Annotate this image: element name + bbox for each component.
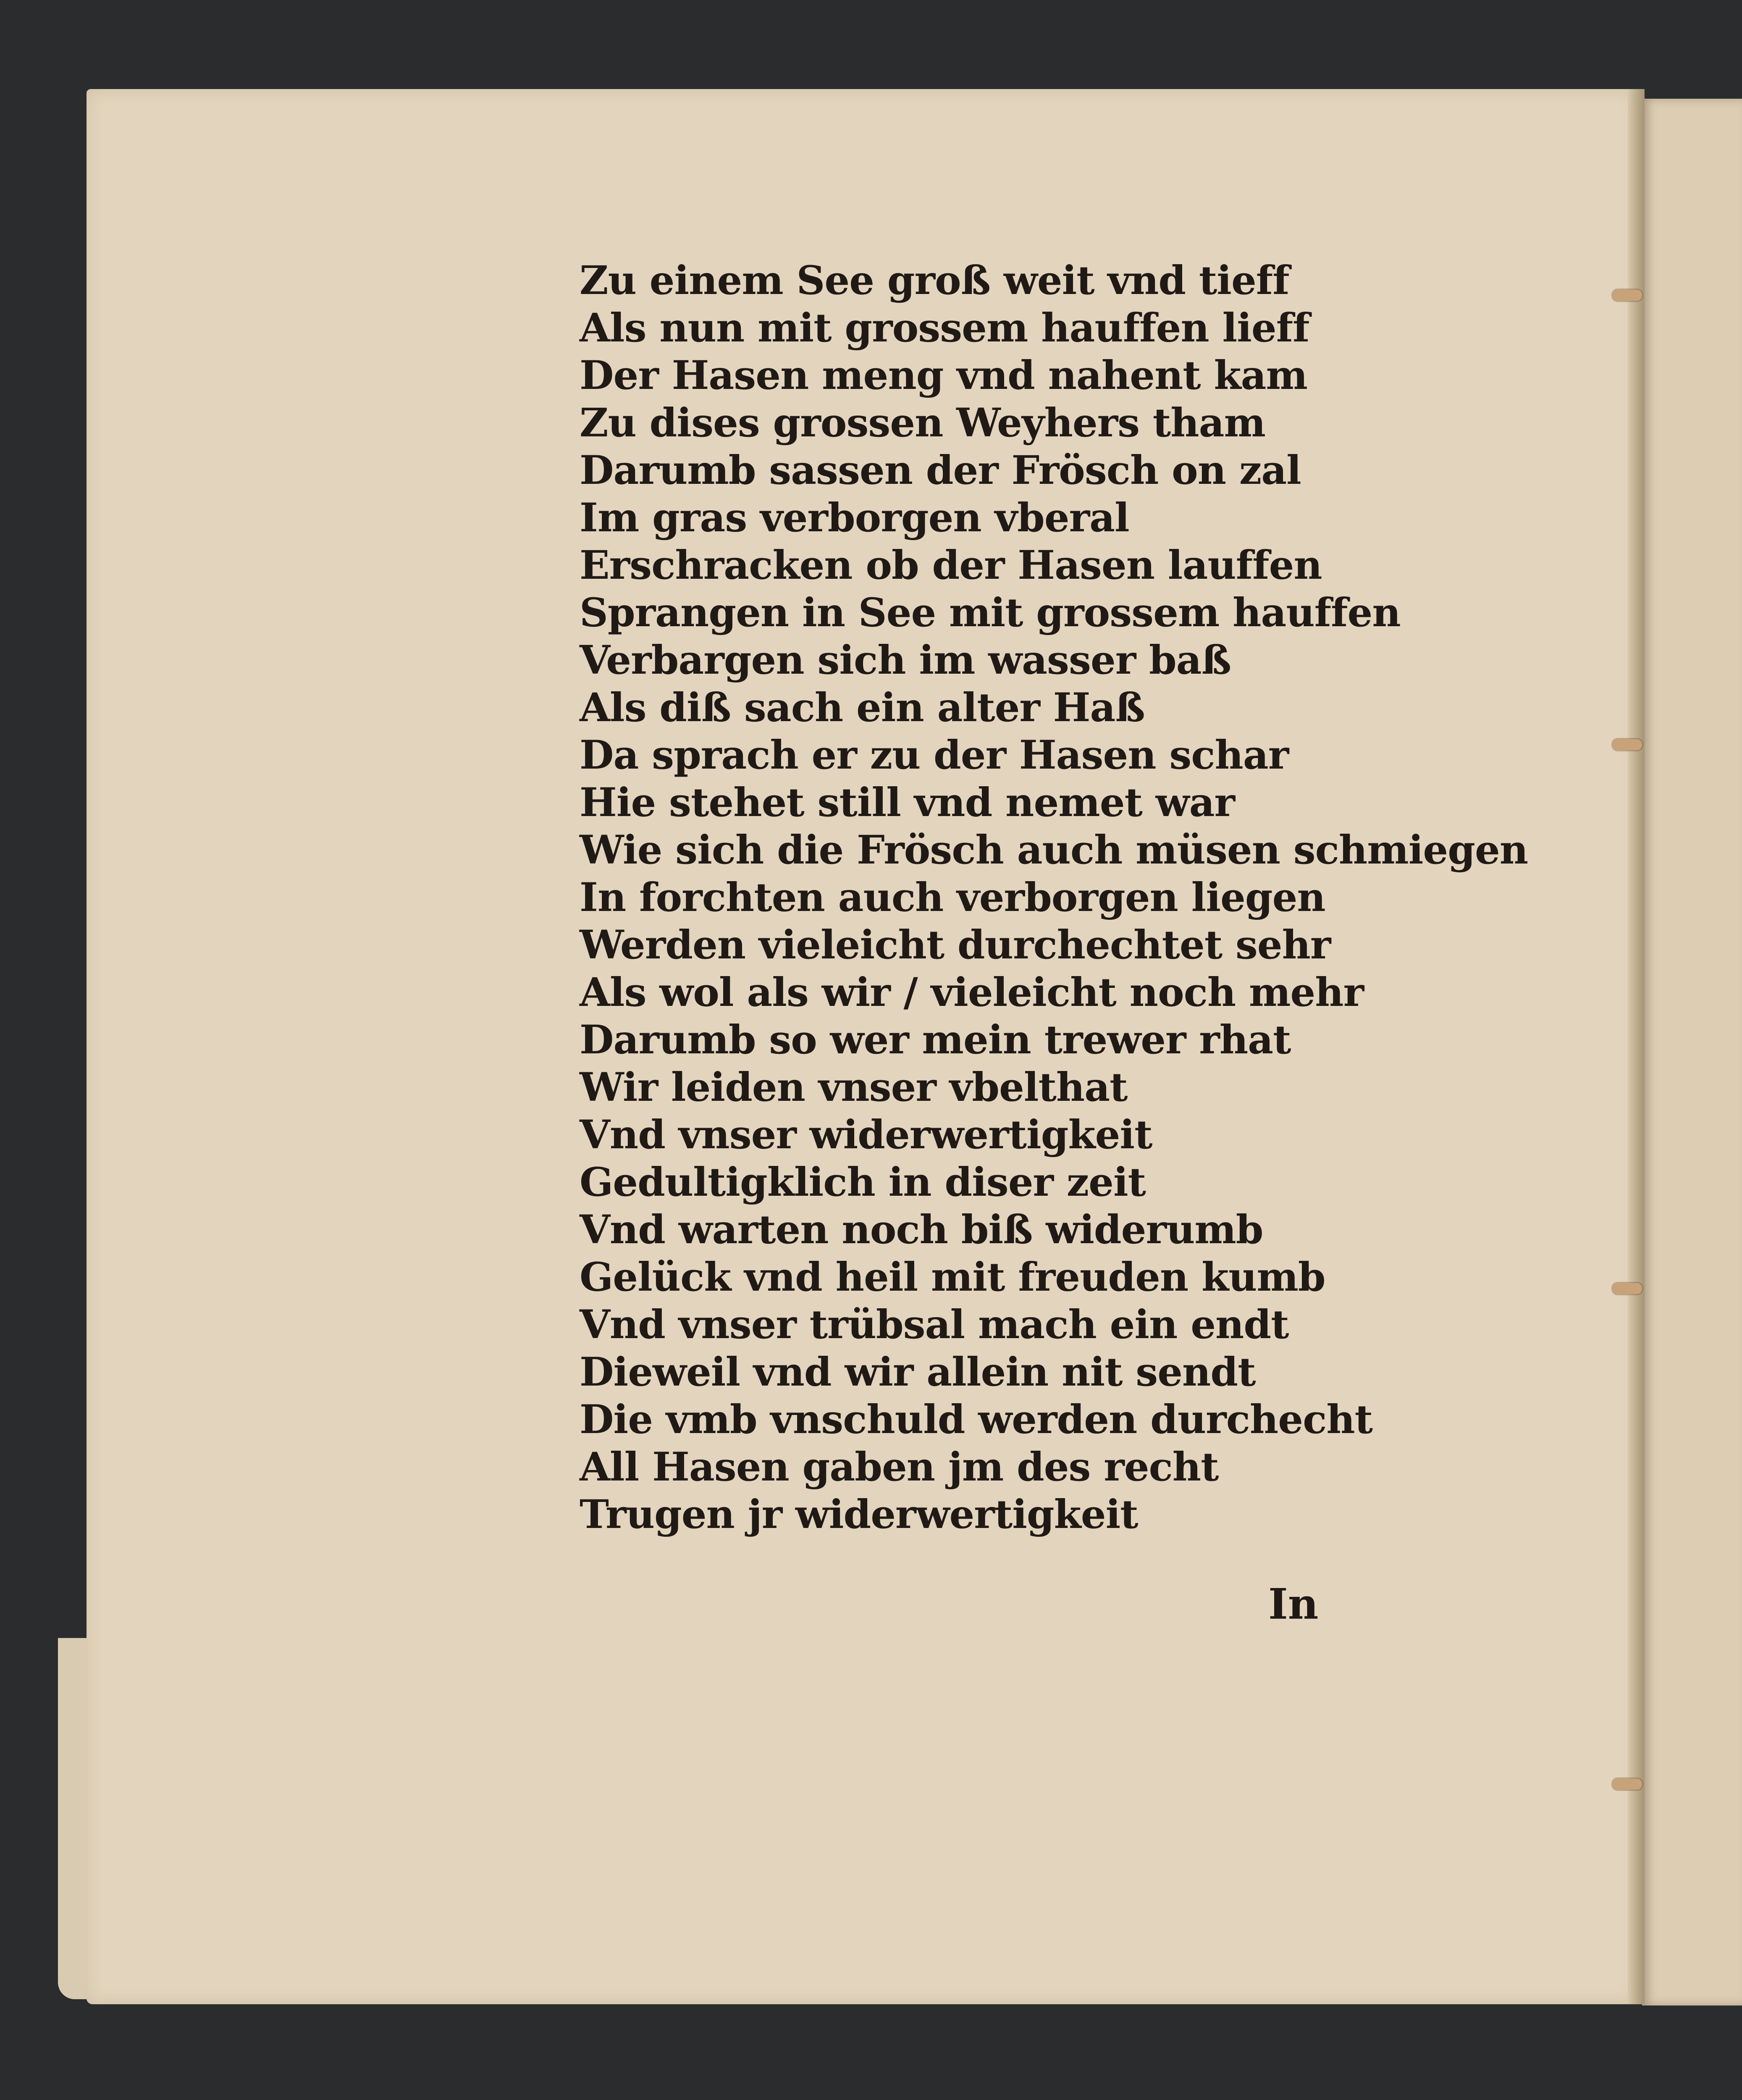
poem-line: Verbargen sich im wasser baß xyxy=(580,637,1231,683)
poem-line: Wie sich die Frösch auch müsen schmiegen xyxy=(580,827,1528,873)
poem-text-block xyxy=(580,257,1528,1538)
binding-stitch xyxy=(1613,1283,1642,1294)
binding-gutter xyxy=(1628,89,1645,2004)
binding-stitch xyxy=(1613,1779,1642,1790)
binding-stitch xyxy=(1613,739,1642,750)
poem-line: All Hasen gaben jm des recht xyxy=(580,1444,1219,1490)
poem-line: Gedultigklich in diser zeit xyxy=(580,1159,1146,1205)
poem-line: Als wol als wir / vieleicht noch mehr xyxy=(580,969,1364,1016)
poem-line: Erschracken ob der Hasen lauffen xyxy=(580,542,1322,588)
poem-line: Werden vieleicht durchechtet sehr xyxy=(580,922,1331,968)
poem-line: Vnd warten noch biß widerumb xyxy=(580,1207,1263,1253)
poem-line: Die vmb vnschuld werden durchecht xyxy=(580,1396,1373,1443)
poem-line: Der Hasen meng vnd nahent kam xyxy=(580,352,1307,399)
poem-line: In forchten auch verborgen liegen xyxy=(580,874,1325,921)
poem-line: Da sprach er zu der Hasen schar xyxy=(580,732,1289,778)
poem-line: Vnd vnser trübsal mach ein endt xyxy=(580,1302,1289,1348)
poem-line: Darumb sassen der Frösch on zal xyxy=(580,447,1301,494)
catchword: In xyxy=(1268,1579,1319,1629)
binding-stitch xyxy=(1613,290,1642,301)
poem-line: Gelück vnd heil mit freuden kumb xyxy=(580,1254,1325,1300)
poem-line: Darumb so wer mein trewer rhat xyxy=(580,1017,1291,1063)
poem-line: Im gras verborgen vberal xyxy=(580,495,1129,541)
poem-line: Zu dises grossen Weyhers tham xyxy=(580,400,1265,446)
poem-line: Sprangen in See mit grossem hauffen xyxy=(580,590,1401,636)
poem-line: Dieweil vnd wir allein nit sendt xyxy=(580,1349,1256,1395)
facing-page xyxy=(1642,99,1742,2006)
poem-line: Vnd vnser widerwertigkeit xyxy=(580,1112,1152,1158)
poem-line: Hie stehet still vnd nemet war xyxy=(580,780,1235,826)
poem-line: Als nun mit grossem hauffen lieff xyxy=(580,305,1309,351)
poem-line: Als diß sach ein alter Haß xyxy=(580,685,1145,731)
poem-line: Trugen jr widerwertigkeit xyxy=(580,1491,1138,1538)
poem-line: Wir leiden vnser vbelthat xyxy=(580,1064,1128,1110)
poem-line: Zu einem See groß weit vnd tieff xyxy=(580,257,1289,304)
